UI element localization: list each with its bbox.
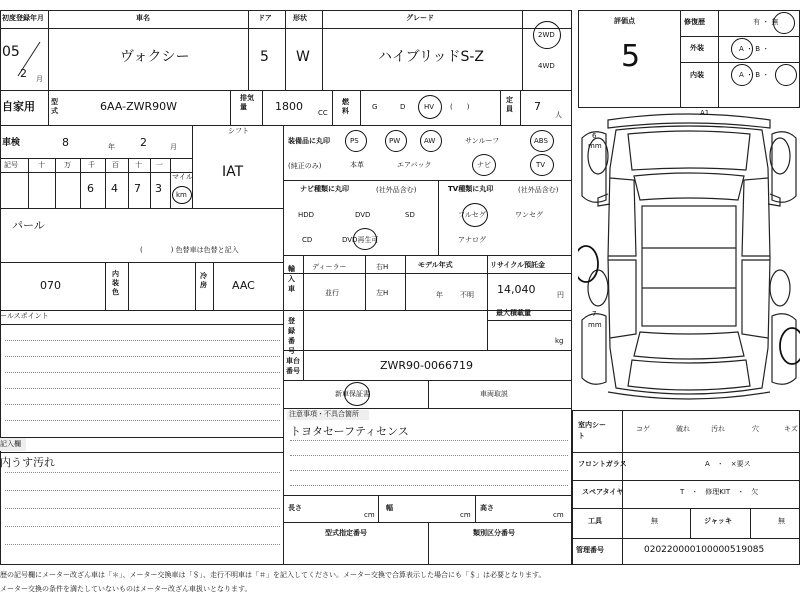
sales-point-label: ールスポイント bbox=[0, 312, 49, 320]
type-label: 型式指定番号 bbox=[325, 529, 367, 537]
model-label: 型式 bbox=[51, 98, 58, 115]
person-unit: 人 bbox=[555, 111, 562, 119]
navi-sub: (社外品含む) bbox=[376, 186, 417, 194]
shape: W bbox=[296, 49, 310, 65]
notes: トヨタセーフティセンス bbox=[290, 425, 409, 438]
width-unit: cm bbox=[460, 511, 471, 519]
cc-unit: CC bbox=[318, 109, 328, 117]
ac: AAC bbox=[232, 279, 255, 292]
navi-dvd-play: DVD再生可 bbox=[342, 236, 379, 244]
model-year-unit: 年 bbox=[436, 291, 443, 299]
equip-aw: AW bbox=[424, 137, 436, 145]
tv-one: ワンセグ bbox=[515, 211, 543, 219]
fuel-d: D bbox=[400, 103, 406, 111]
digit-5: 7 bbox=[134, 182, 141, 195]
color-note: ( ) 色替車は色替と記入 bbox=[140, 246, 239, 254]
digit-6: 3 bbox=[155, 182, 162, 195]
exterior-label: 外装 bbox=[690, 44, 704, 52]
warranty: 新車保証書 bbox=[335, 390, 370, 398]
first-reg-month: 2 bbox=[20, 67, 27, 80]
first-reg-label: 初度登録年月 bbox=[2, 14, 44, 22]
diagram-mm-2: mm bbox=[588, 321, 602, 329]
car-name-label: 車名 bbox=[136, 14, 150, 22]
recycle: 14,040 bbox=[497, 283, 536, 296]
tv-sub: (社外品含む) bbox=[518, 186, 559, 194]
mileage-label: 記号 bbox=[4, 161, 18, 169]
height-unit: cm bbox=[553, 511, 564, 519]
recycle-label: リサイクル預託金 bbox=[490, 261, 546, 269]
registration-label: 登録番号 bbox=[288, 317, 295, 355]
diagram-a1: A1 bbox=[700, 109, 710, 117]
tool-value: 無 bbox=[651, 517, 658, 525]
km-unit: km bbox=[176, 191, 187, 199]
chassis: ZWR90-0066719 bbox=[380, 359, 474, 372]
import-parallel: 並行 bbox=[325, 289, 339, 297]
shift-label: シフト bbox=[228, 127, 249, 135]
inspection-month: 2 bbox=[140, 136, 147, 149]
navi-label: ナビ種類に丸印 bbox=[300, 185, 349, 193]
shape-label: 形状 bbox=[293, 14, 307, 22]
width-label: 幅 bbox=[386, 504, 393, 512]
first-reg-year: 05 bbox=[2, 44, 20, 60]
interior-extra-circle bbox=[775, 64, 797, 86]
spare-label: スペアタイヤ bbox=[582, 488, 624, 496]
exterior-grades: A ・ B ・ bbox=[739, 45, 770, 53]
manual: 車両取説 bbox=[480, 390, 508, 398]
col-3: 千 bbox=[88, 161, 95, 169]
equip-abs: ABS bbox=[534, 137, 548, 145]
inspector-note: 内うす汚れ bbox=[0, 456, 55, 469]
tv-analog: アナログ bbox=[458, 236, 486, 244]
model-year-label: モデル年式 bbox=[418, 261, 453, 269]
navi-hdd: HDD bbox=[298, 211, 315, 219]
fuel-other: ( ) bbox=[450, 103, 470, 111]
col-1: 十 bbox=[38, 161, 45, 169]
door-label: ドア bbox=[258, 14, 272, 22]
grade-label: グレード bbox=[406, 14, 434, 22]
height-label: 高さ bbox=[480, 504, 494, 512]
inspection-label: 車検 bbox=[2, 138, 21, 148]
col-2: 万 bbox=[64, 161, 71, 169]
fuel-label: 燃料 bbox=[342, 98, 349, 115]
color-name: パール bbox=[12, 219, 45, 232]
seat-label: 室内シート bbox=[578, 421, 606, 440]
chassis-label: 車台番号 bbox=[286, 357, 300, 375]
fuel-hv: HV bbox=[424, 103, 435, 111]
repair-label: 修復歴 bbox=[684, 18, 705, 26]
equip-leather: 本革 bbox=[350, 161, 364, 169]
equipment-sublabel: (純正のみ) bbox=[288, 162, 322, 170]
interior-color-label: 内装色 bbox=[112, 270, 119, 296]
navi-cd: CD bbox=[302, 236, 313, 244]
navi-sd: SD bbox=[405, 211, 415, 219]
capacity-label: 定員 bbox=[506, 96, 513, 113]
jack-label: ジャッキ bbox=[704, 517, 732, 525]
month-unit: 月 bbox=[36, 75, 43, 83]
doors: 5 bbox=[260, 49, 269, 65]
diagram-n6: 6 bbox=[592, 132, 597, 140]
import-dealer: ディーラー bbox=[312, 263, 347, 271]
glass-options: A ・ ×要ス bbox=[705, 460, 751, 468]
seat-opt-4: 穴 bbox=[752, 425, 759, 433]
tool-label: 工具 bbox=[588, 517, 602, 525]
col-6: 一 bbox=[156, 161, 163, 169]
car-diagram bbox=[578, 108, 800, 410]
mgmt-number: 020220000100000519085 bbox=[644, 545, 765, 555]
equip-tv: TV bbox=[536, 161, 546, 169]
repair-none-circle bbox=[773, 12, 795, 34]
color-code: 070 bbox=[40, 279, 61, 292]
kg-unit: kg bbox=[555, 337, 564, 345]
digit-4: 4 bbox=[111, 182, 118, 195]
class-label: 類別区分番号 bbox=[473, 529, 515, 537]
tv-full: フルセグ bbox=[458, 211, 486, 219]
diagram-mm-1: mm bbox=[588, 142, 602, 150]
capacity: 7 bbox=[534, 100, 541, 113]
equip-ps: PS bbox=[350, 137, 359, 145]
navi-dvd: DVD bbox=[355, 211, 371, 219]
fuel-g: G bbox=[372, 103, 378, 111]
jack-value: 無 bbox=[778, 517, 785, 525]
mgmt-label: 管理番号 bbox=[576, 546, 604, 554]
inspection-year: 8 bbox=[62, 136, 69, 149]
model-year-unknown: 不明 bbox=[460, 291, 474, 299]
diagram-n7: 7 bbox=[592, 310, 597, 318]
equip-sunroof: サンルーフ bbox=[465, 137, 500, 145]
import-right: 右H bbox=[376, 263, 389, 271]
inspection-month-unit: 月 bbox=[170, 143, 177, 151]
usage: 自家用 bbox=[2, 100, 35, 113]
spare-options: T ・ 修理KIT ・ 欠 bbox=[680, 488, 759, 496]
col-5: 十 bbox=[135, 161, 142, 169]
seat-opt-3: 汚れ bbox=[711, 425, 725, 433]
glass-label: フロントガラス bbox=[578, 460, 627, 468]
score-value: 5 bbox=[621, 39, 641, 74]
date-slash bbox=[14, 40, 44, 80]
inspection-year-unit: 年 bbox=[108, 143, 115, 151]
length-label: 長さ bbox=[288, 504, 302, 512]
seat-opt-1: コゲ bbox=[636, 425, 650, 433]
repair-options: 有 ・ 無 bbox=[753, 18, 779, 26]
seat-opt-2: 破れ bbox=[676, 425, 690, 433]
interior-score-label: 内装 bbox=[690, 71, 704, 79]
equip-navi: ナビ bbox=[477, 161, 491, 169]
shift: IAT bbox=[222, 164, 244, 180]
inspector-label: 記入欄 bbox=[0, 440, 21, 448]
model: 6AA-ZWR90W bbox=[100, 100, 178, 113]
ac-label: 冷房 bbox=[200, 272, 207, 289]
notes-label: 注意事項・不具合箇所 bbox=[289, 410, 359, 418]
equipment-label: 装備品に丸印 bbox=[288, 137, 330, 145]
displacement-label: 排気量 bbox=[240, 94, 254, 111]
import-label: 輸入車 bbox=[288, 265, 295, 293]
interior-grades: A ・ B ・ bbox=[739, 71, 770, 79]
digit-3: 6 bbox=[87, 182, 94, 195]
mile-unit: マイル bbox=[172, 173, 193, 181]
drive-2wd: 2WD bbox=[538, 31, 555, 39]
grade: ハイブリッドS-Z bbox=[378, 49, 484, 65]
car-name: ヴォクシー bbox=[120, 49, 190, 65]
displacement: 1800 bbox=[275, 100, 303, 113]
equip-airbag: エアバック bbox=[397, 161, 432, 169]
drive-4wd: 4WD bbox=[538, 62, 555, 70]
score-label: 評価点 bbox=[614, 17, 635, 25]
tv-label: TV種類に丸印 bbox=[448, 185, 494, 193]
yen-unit: 円 bbox=[557, 291, 564, 299]
col-4: 百 bbox=[112, 161, 119, 169]
import-left: 左H bbox=[376, 289, 389, 297]
equip-pw: PW bbox=[389, 137, 401, 145]
footer-line-2: メーター交換の条件を満たしていないものはメーター改ざん車扱いとなります。 bbox=[0, 585, 252, 593]
footer-line-1: 歴の記号欄にメーター改ざん車は「＊」、メーター交換車は「＄」、走行不明車は「＃」を記入してください。メーター交換で合算表示した場合にも「＄」は必要となります。 bbox=[0, 571, 546, 579]
length-unit: cm bbox=[364, 511, 375, 519]
seat-opt-5: キズ bbox=[784, 425, 798, 433]
max-load-label: 最大積載量 bbox=[496, 309, 531, 317]
